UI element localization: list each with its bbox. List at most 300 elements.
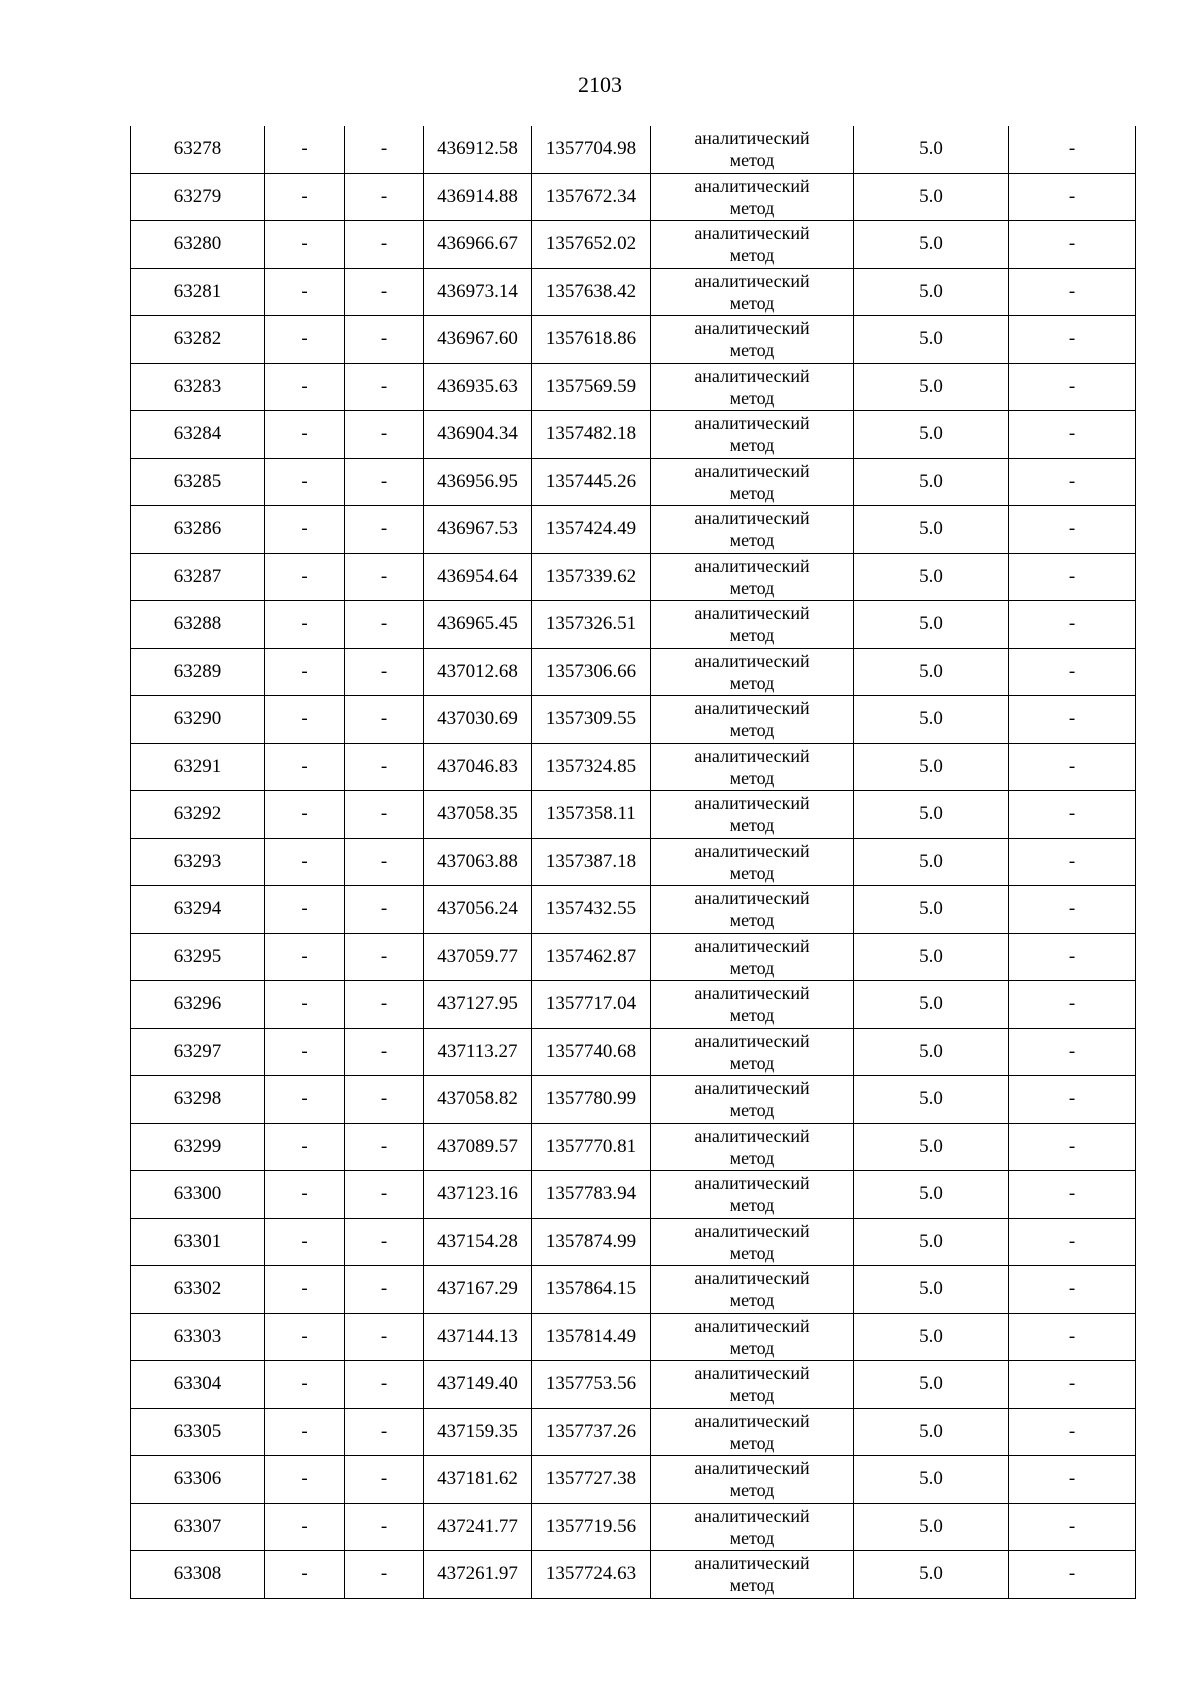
method-cell [651, 933, 854, 981]
method-line-1: аналитический [694, 983, 810, 1004]
x-coordinate-cell: 437113.27 [424, 1028, 532, 1076]
method-line-1: аналитический [694, 888, 810, 909]
method-line-1: аналитический [694, 413, 810, 434]
method-line-2: метод [729, 530, 775, 551]
method-cell [651, 553, 854, 601]
method-line-1: аналитический [694, 223, 810, 244]
x-coordinate-cell: 437181.62 [424, 1456, 532, 1504]
point-number-cell: 63294 [131, 886, 265, 934]
y-coordinate-cell: 1357358.11 [532, 791, 651, 839]
table-row [131, 1028, 1136, 1076]
y-coordinate-cell: 1357652.02 [532, 221, 651, 269]
dash-cell: - [345, 791, 424, 839]
y-coordinate-cell: 1357814.49 [532, 1313, 651, 1361]
method-line-1: аналитический [694, 1410, 810, 1431]
dash-cell: - [265, 1313, 345, 1361]
method-line-2: метод [729, 292, 775, 313]
accuracy-cell: 5.0 [854, 886, 1009, 934]
method-line-1: аналитический [694, 1315, 810, 1336]
note-cell: - [1009, 173, 1136, 221]
accuracy-cell: 5.0 [854, 696, 1009, 744]
x-coordinate-cell: 437123.16 [424, 1171, 532, 1219]
method-line-1: аналитический [694, 1553, 810, 1574]
method-line-2: метод [729, 1385, 775, 1406]
accuracy-cell: 5.0 [854, 1171, 1009, 1219]
table-row [131, 743, 1136, 791]
dash-cell: - [265, 886, 345, 934]
method-line-2: метод [729, 1480, 775, 1501]
point-number-cell: 63303 [131, 1313, 265, 1361]
method-cell [651, 981, 854, 1029]
note-cell: - [1009, 1456, 1136, 1504]
dash-cell: - [265, 648, 345, 696]
method-line-2: метод [729, 1005, 775, 1026]
method-cell [651, 363, 854, 411]
point-number-cell: 63278 [131, 126, 265, 173]
method-cell [651, 1408, 854, 1456]
x-coordinate-cell: 436965.45 [424, 601, 532, 649]
note-cell: - [1009, 981, 1136, 1029]
dash-cell: - [345, 1313, 424, 1361]
dash-cell: - [345, 601, 424, 649]
y-coordinate-cell: 1357306.66 [532, 648, 651, 696]
dash-cell: - [345, 316, 424, 364]
table-row [131, 506, 1136, 554]
dash-cell: - [265, 458, 345, 506]
point-number-cell: 63307 [131, 1503, 265, 1551]
method-line-2: метод [729, 150, 775, 171]
dash-cell: - [265, 173, 345, 221]
point-number-cell: 63298 [131, 1076, 265, 1124]
accuracy-cell: 5.0 [854, 838, 1009, 886]
y-coordinate-cell: 1357482.18 [532, 411, 651, 459]
method-line-1: аналитический [694, 1030, 810, 1051]
method-line-2: метод [729, 1100, 775, 1121]
method-line-2: метод [729, 1290, 775, 1311]
x-coordinate-cell: 436912.58 [424, 126, 532, 173]
point-number-cell: 63286 [131, 506, 265, 554]
dash-cell: - [265, 1076, 345, 1124]
y-coordinate-cell: 1357672.34 [532, 173, 651, 221]
dash-cell: - [345, 1503, 424, 1551]
x-coordinate-cell: 437030.69 [424, 696, 532, 744]
method-cell [651, 791, 854, 839]
accuracy-cell: 5.0 [854, 601, 1009, 649]
accuracy-cell: 5.0 [854, 933, 1009, 981]
method-line-2: метод [729, 1195, 775, 1216]
dash-cell: - [345, 363, 424, 411]
method-line-1: аналитический [694, 318, 810, 339]
x-coordinate-cell: 437241.77 [424, 1503, 532, 1551]
method-cell [651, 1313, 854, 1361]
accuracy-cell: 5.0 [854, 1123, 1009, 1171]
method-cell [651, 506, 854, 554]
dash-cell: - [265, 1028, 345, 1076]
method-line-1: аналитический [694, 793, 810, 814]
method-line-1: аналитический [694, 1078, 810, 1099]
method-line-1: аналитический [694, 128, 810, 149]
y-coordinate-cell: 1357780.99 [532, 1076, 651, 1124]
dash-cell: - [345, 838, 424, 886]
method-line-2: метод [729, 672, 775, 693]
accuracy-cell: 5.0 [854, 1408, 1009, 1456]
method-cell [651, 173, 854, 221]
point-number-cell: 63305 [131, 1408, 265, 1456]
accuracy-cell: 5.0 [854, 316, 1009, 364]
dash-cell: - [345, 1551, 424, 1599]
note-cell: - [1009, 648, 1136, 696]
table-row [131, 1076, 1136, 1124]
y-coordinate-cell: 1357432.55 [532, 886, 651, 934]
y-coordinate-cell: 1357462.87 [532, 933, 651, 981]
note-cell: - [1009, 696, 1136, 744]
accuracy-cell: 5.0 [854, 1503, 1009, 1551]
method-line-2: метод [729, 1432, 775, 1453]
dash-cell: - [265, 553, 345, 601]
y-coordinate-cell: 1357753.56 [532, 1361, 651, 1409]
y-coordinate-cell: 1357638.42 [532, 268, 651, 316]
method-line-2: метод [729, 957, 775, 978]
dash-cell: - [345, 221, 424, 269]
note-cell: - [1009, 1503, 1136, 1551]
method-line-2: метод [729, 245, 775, 266]
note-cell: - [1009, 506, 1136, 554]
accuracy-cell: 5.0 [854, 791, 1009, 839]
method-cell [651, 601, 854, 649]
y-coordinate-cell: 1357717.04 [532, 981, 651, 1029]
dash-cell: - [265, 838, 345, 886]
accuracy-cell: 5.0 [854, 363, 1009, 411]
dash-cell: - [265, 1503, 345, 1551]
dash-cell: - [265, 1123, 345, 1171]
method-line-1: аналитический [694, 840, 810, 861]
method-line-1: аналитический [694, 508, 810, 529]
y-coordinate-cell: 1357740.68 [532, 1028, 651, 1076]
y-coordinate-cell: 1357326.51 [532, 601, 651, 649]
table-row [131, 316, 1136, 364]
x-coordinate-cell: 437059.77 [424, 933, 532, 981]
method-cell [651, 743, 854, 791]
method-cell [651, 1266, 854, 1314]
dash-cell: - [345, 1266, 424, 1314]
note-cell: - [1009, 268, 1136, 316]
method-cell [651, 1551, 854, 1599]
note-cell: - [1009, 411, 1136, 459]
dash-cell: - [345, 1123, 424, 1171]
dash-cell: - [345, 1361, 424, 1409]
y-coordinate-cell: 1357445.26 [532, 458, 651, 506]
dash-cell: - [345, 648, 424, 696]
dash-cell: - [345, 981, 424, 1029]
note-cell: - [1009, 743, 1136, 791]
note-cell: - [1009, 1171, 1136, 1219]
note-cell: - [1009, 363, 1136, 411]
point-number-cell: 63283 [131, 363, 265, 411]
table-row [131, 1123, 1136, 1171]
accuracy-cell: 5.0 [854, 648, 1009, 696]
method-cell [651, 696, 854, 744]
method-line-1: аналитический [694, 270, 810, 291]
dash-cell: - [265, 363, 345, 411]
x-coordinate-cell: 436966.67 [424, 221, 532, 269]
dash-cell: - [265, 1408, 345, 1456]
note-cell: - [1009, 1123, 1136, 1171]
dash-cell: - [265, 1218, 345, 1266]
point-number-cell: 63284 [131, 411, 265, 459]
dash-cell: - [345, 1028, 424, 1076]
dash-cell: - [345, 458, 424, 506]
dash-cell: - [345, 173, 424, 221]
y-coordinate-cell: 1357783.94 [532, 1171, 651, 1219]
dash-cell: - [265, 411, 345, 459]
method-line-2: метод [729, 767, 775, 788]
table-row [131, 1456, 1136, 1504]
method-cell [651, 886, 854, 934]
method-line-1: аналитический [694, 603, 810, 624]
method-line-2: метод [729, 197, 775, 218]
dash-cell: - [345, 553, 424, 601]
dash-cell: - [345, 1218, 424, 1266]
method-cell [651, 411, 854, 459]
method-line-1: аналитический [694, 1363, 810, 1384]
table-row [131, 1313, 1136, 1361]
point-number-cell: 63302 [131, 1266, 265, 1314]
table-row [131, 1218, 1136, 1266]
table-row [131, 411, 1136, 459]
accuracy-cell: 5.0 [854, 1218, 1009, 1266]
coordinates-table [130, 126, 1136, 1599]
method-line-1: аналитический [694, 698, 810, 719]
accuracy-cell: 5.0 [854, 1076, 1009, 1124]
method-cell [651, 1503, 854, 1551]
y-coordinate-cell: 1357324.85 [532, 743, 651, 791]
note-cell: - [1009, 1218, 1136, 1266]
method-line-2: метод [729, 1242, 775, 1263]
dash-cell: - [345, 126, 424, 173]
method-line-1: аналитический [694, 935, 810, 956]
note-cell: - [1009, 1076, 1136, 1124]
table-row [131, 1408, 1136, 1456]
x-coordinate-cell: 437149.40 [424, 1361, 532, 1409]
point-number-cell: 63301 [131, 1218, 265, 1266]
dash-cell: - [345, 1076, 424, 1124]
method-cell [651, 1123, 854, 1171]
point-number-cell: 63296 [131, 981, 265, 1029]
method-line-2: метод [729, 720, 775, 741]
method-line-2: метод [729, 862, 775, 883]
y-coordinate-cell: 1357724.63 [532, 1551, 651, 1599]
method-cell [651, 1361, 854, 1409]
x-coordinate-cell: 437046.83 [424, 743, 532, 791]
note-cell: - [1009, 1551, 1136, 1599]
accuracy-cell: 5.0 [854, 1028, 1009, 1076]
x-coordinate-cell: 436967.60 [424, 316, 532, 364]
method-line-2: метод [729, 1147, 775, 1168]
note-cell: - [1009, 886, 1136, 934]
x-coordinate-cell: 436973.14 [424, 268, 532, 316]
method-line-2: метод [729, 910, 775, 931]
accuracy-cell: 5.0 [854, 506, 1009, 554]
method-line-1: аналитический [694, 745, 810, 766]
x-coordinate-cell: 436956.95 [424, 458, 532, 506]
x-coordinate-cell: 437154.28 [424, 1218, 532, 1266]
y-coordinate-cell: 1357719.56 [532, 1503, 651, 1551]
dash-cell: - [265, 933, 345, 981]
method-line-2: метод [729, 1052, 775, 1073]
method-line-1: аналитический [694, 365, 810, 386]
dash-cell: - [345, 696, 424, 744]
accuracy-cell: 5.0 [854, 268, 1009, 316]
x-coordinate-cell: 436954.64 [424, 553, 532, 601]
point-number-cell: 63280 [131, 221, 265, 269]
method-line-2: метод [729, 1575, 775, 1596]
point-number-cell: 63290 [131, 696, 265, 744]
accuracy-cell: 5.0 [854, 981, 1009, 1029]
table-row [131, 838, 1136, 886]
accuracy-cell: 5.0 [854, 1456, 1009, 1504]
note-cell: - [1009, 1028, 1136, 1076]
table-body [131, 126, 1136, 1598]
accuracy-cell: 5.0 [854, 1313, 1009, 1361]
method-line-2: метод [729, 1337, 775, 1358]
note-cell: - [1009, 791, 1136, 839]
accuracy-cell: 5.0 [854, 1551, 1009, 1599]
table-row [131, 601, 1136, 649]
method-line-1: аналитический [694, 1220, 810, 1241]
accuracy-cell: 5.0 [854, 458, 1009, 506]
y-coordinate-cell: 1357569.59 [532, 363, 651, 411]
dash-cell: - [265, 316, 345, 364]
table-row [131, 791, 1136, 839]
dash-cell: - [265, 221, 345, 269]
table-row [131, 553, 1136, 601]
table-row [131, 1503, 1136, 1551]
dash-cell: - [265, 1361, 345, 1409]
point-number-cell: 63297 [131, 1028, 265, 1076]
y-coordinate-cell: 1357874.99 [532, 1218, 651, 1266]
method-line-1: аналитический [694, 650, 810, 671]
method-line-2: метод [729, 482, 775, 503]
x-coordinate-cell: 436904.34 [424, 411, 532, 459]
point-number-cell: 63292 [131, 791, 265, 839]
dash-cell: - [265, 791, 345, 839]
dash-cell: - [265, 1456, 345, 1504]
x-coordinate-cell: 437261.97 [424, 1551, 532, 1599]
method-cell [651, 1076, 854, 1124]
dash-cell: - [345, 743, 424, 791]
dash-cell: - [265, 126, 345, 173]
page-number: 2103 [578, 72, 622, 97]
table-row [131, 1171, 1136, 1219]
method-line-1: аналитический [694, 1458, 810, 1479]
note-cell: - [1009, 126, 1136, 173]
method-line-2: метод [729, 435, 775, 456]
table-row [131, 268, 1136, 316]
y-coordinate-cell: 1357737.26 [532, 1408, 651, 1456]
dash-cell: - [265, 743, 345, 791]
dash-cell: - [265, 268, 345, 316]
x-coordinate-cell: 437063.88 [424, 838, 532, 886]
dash-cell: - [265, 696, 345, 744]
method-line-2: метод [729, 1527, 775, 1548]
table-row [131, 363, 1136, 411]
method-cell [651, 1171, 854, 1219]
table-row [131, 981, 1136, 1029]
dash-cell: - [345, 1456, 424, 1504]
x-coordinate-cell: 437058.35 [424, 791, 532, 839]
table-row [131, 648, 1136, 696]
x-coordinate-cell: 436935.63 [424, 363, 532, 411]
y-coordinate-cell: 1357339.62 [532, 553, 651, 601]
accuracy-cell: 5.0 [854, 1266, 1009, 1314]
table-row [131, 1361, 1136, 1409]
method-cell [651, 1456, 854, 1504]
dash-cell: - [265, 506, 345, 554]
method-cell [651, 838, 854, 886]
dash-cell: - [265, 1551, 345, 1599]
note-cell: - [1009, 601, 1136, 649]
note-cell: - [1009, 1313, 1136, 1361]
method-line-1: аналитический [694, 1505, 810, 1526]
point-number-cell: 63295 [131, 933, 265, 981]
x-coordinate-cell: 437058.82 [424, 1076, 532, 1124]
accuracy-cell: 5.0 [854, 173, 1009, 221]
x-coordinate-cell: 436967.53 [424, 506, 532, 554]
y-coordinate-cell: 1357727.38 [532, 1456, 651, 1504]
point-number-cell: 63293 [131, 838, 265, 886]
note-cell: - [1009, 458, 1136, 506]
point-number-cell: 63300 [131, 1171, 265, 1219]
table-row [131, 173, 1136, 221]
accuracy-cell: 5.0 [854, 1361, 1009, 1409]
dash-cell: - [265, 1266, 345, 1314]
method-cell [651, 648, 854, 696]
method-cell [651, 1218, 854, 1266]
x-coordinate-cell: 437144.13 [424, 1313, 532, 1361]
dash-cell: - [345, 886, 424, 934]
x-coordinate-cell: 437127.95 [424, 981, 532, 1029]
y-coordinate-cell: 1357387.18 [532, 838, 651, 886]
note-cell: - [1009, 838, 1136, 886]
accuracy-cell: 5.0 [854, 411, 1009, 459]
dash-cell: - [265, 601, 345, 649]
table-row [131, 221, 1136, 269]
method-line-1: аналитический [694, 1268, 810, 1289]
method-line-2: метод [729, 577, 775, 598]
x-coordinate-cell: 437089.57 [424, 1123, 532, 1171]
method-cell [651, 126, 854, 173]
point-number-cell: 63288 [131, 601, 265, 649]
table-row [131, 126, 1136, 173]
dash-cell: - [345, 411, 424, 459]
point-number-cell: 63285 [131, 458, 265, 506]
x-coordinate-cell: 437056.24 [424, 886, 532, 934]
method-line-2: метод [729, 340, 775, 361]
point-number-cell: 63308 [131, 1551, 265, 1599]
y-coordinate-cell: 1357424.49 [532, 506, 651, 554]
method-line-1: аналитический [694, 460, 810, 481]
dash-cell: - [265, 1171, 345, 1219]
accuracy-cell: 5.0 [854, 221, 1009, 269]
note-cell: - [1009, 316, 1136, 364]
method-line-2: метод [729, 625, 775, 646]
x-coordinate-cell: 437159.35 [424, 1408, 532, 1456]
accuracy-cell: 5.0 [854, 126, 1009, 173]
table-row [131, 1266, 1136, 1314]
method-cell [651, 458, 854, 506]
dash-cell: - [345, 933, 424, 981]
method-line-1: аналитический [694, 1173, 810, 1194]
